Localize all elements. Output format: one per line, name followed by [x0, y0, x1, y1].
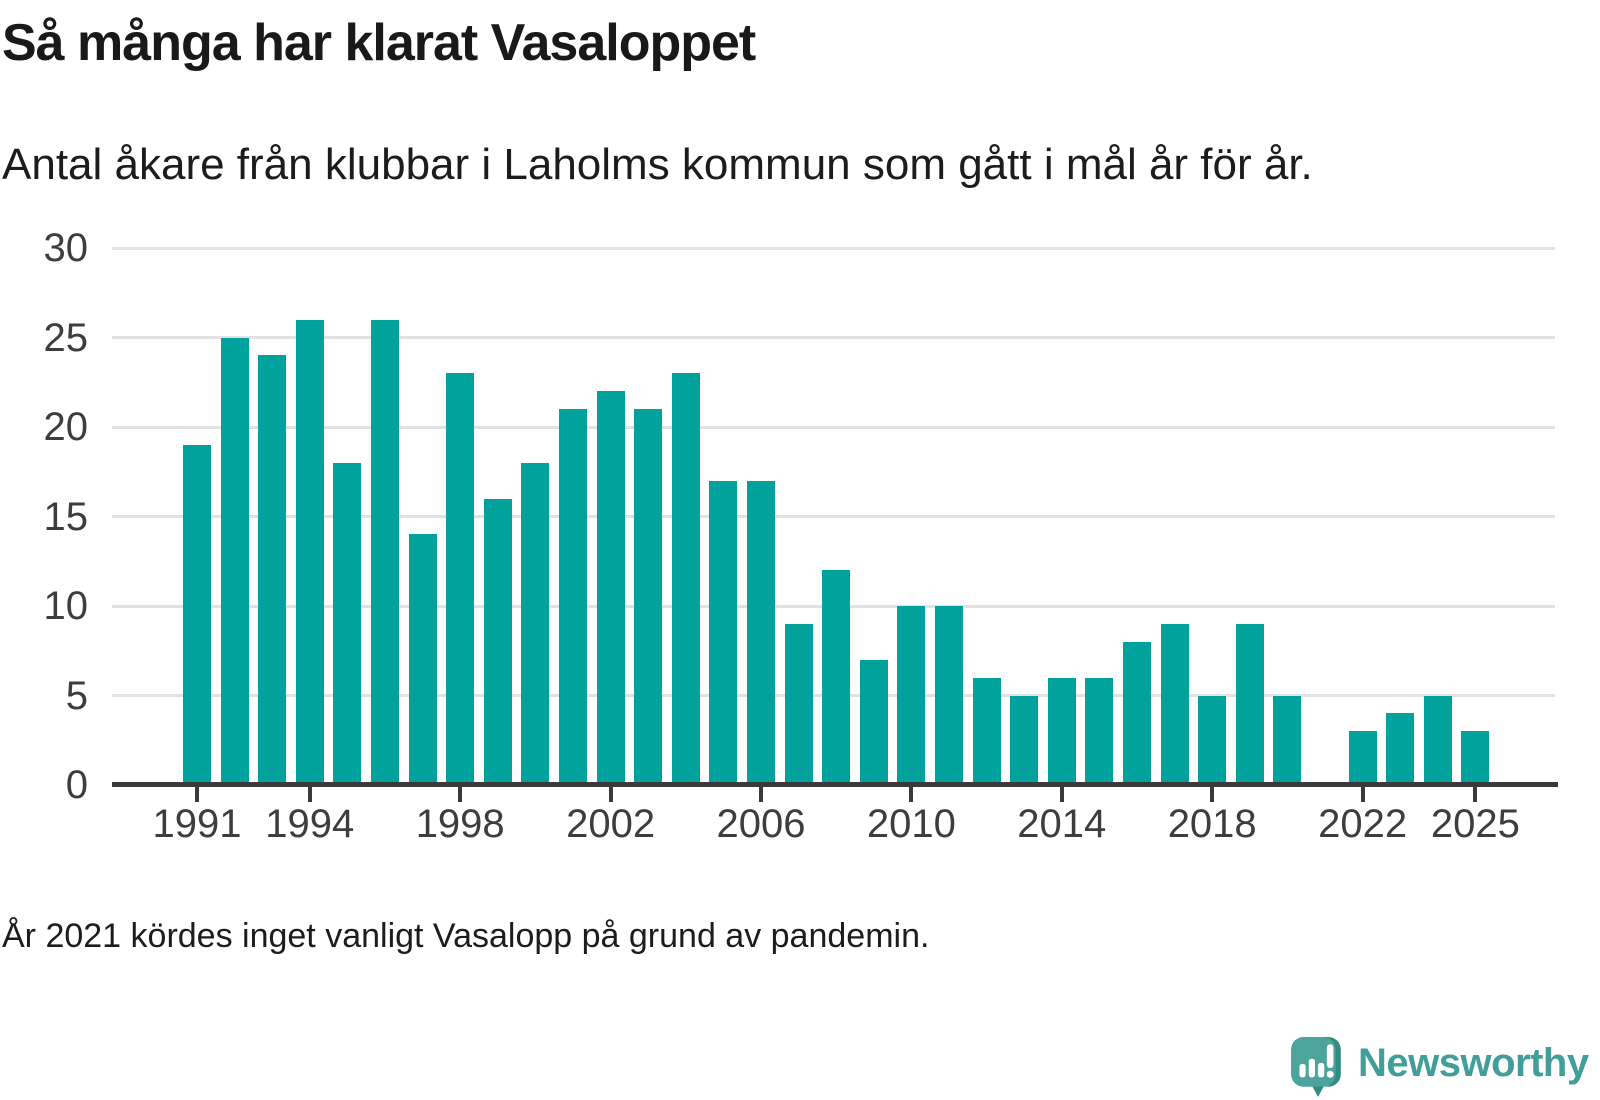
- bar: [1010, 696, 1038, 786]
- gridline: [112, 336, 1555, 339]
- x-tick-label: 2018: [1167, 802, 1257, 846]
- x-tick-label: 2002: [566, 802, 656, 846]
- bar: [484, 499, 512, 785]
- bar: [221, 338, 249, 786]
- page-title: Så många har klarat Vasaloppet: [2, 14, 756, 72]
- x-axis-line: [112, 782, 1558, 787]
- x-tick-mark: [1473, 787, 1477, 802]
- bar: [371, 320, 399, 785]
- bar: [1048, 678, 1076, 785]
- y-tick-label: 20: [43, 405, 88, 449]
- y-tick-label: 25: [43, 315, 88, 360]
- y-tick-label: 0: [65, 763, 88, 807]
- x-tick-mark: [909, 787, 913, 802]
- bar: [822, 570, 850, 785]
- brand: [1290, 1036, 1600, 1100]
- bar: [1236, 624, 1264, 785]
- bar: [1085, 678, 1113, 785]
- x-tick-mark: [1361, 787, 1365, 802]
- x-tick-mark: [609, 787, 613, 802]
- y-tick-label: 15: [43, 494, 88, 539]
- x-tick-mark: [759, 787, 763, 802]
- y-tick-label: 10: [43, 584, 88, 628]
- newsworthy-logo-icon: [1290, 1036, 1342, 1098]
- bar: [1461, 731, 1489, 785]
- bar: [296, 320, 324, 785]
- gridline: [112, 515, 1555, 518]
- x-tick-label: 2025: [1430, 802, 1520, 846]
- bar: [333, 463, 361, 785]
- x-tick-label: 2006: [716, 802, 806, 846]
- bar: [597, 391, 625, 785]
- x-tick-label: 2022: [1318, 802, 1408, 846]
- bar: [1424, 696, 1452, 786]
- footnote: År 2021 kördes inget vanligt Vasalopp på grund av pandemin.: [2, 917, 930, 955]
- page-subtitle: Antal åkare från klubbar i Laholms kommun som gått i mål år för år.: [2, 140, 1313, 189]
- y-tick-label: 30: [43, 226, 88, 270]
- bar: [258, 355, 286, 785]
- bar: [1386, 713, 1414, 785]
- bar: [1123, 642, 1151, 785]
- x-tick-label: 1991: [152, 802, 242, 846]
- bar: [521, 463, 549, 785]
- gridline: [112, 247, 1555, 250]
- x-tick-label: 1994: [265, 802, 355, 846]
- bar: [1273, 696, 1301, 786]
- bar: [860, 660, 888, 785]
- x-tick-mark: [195, 787, 199, 802]
- x-tick-label: 2014: [1017, 802, 1107, 846]
- bar: [1349, 731, 1377, 785]
- bar: [747, 481, 775, 785]
- bar: [973, 678, 1001, 785]
- bar: [409, 534, 437, 785]
- bar: [1198, 696, 1226, 786]
- x-tick-label: 2010: [866, 802, 956, 846]
- bar: [446, 373, 474, 785]
- brand-name: Newsworthy: [1358, 1041, 1589, 1085]
- y-tick-label: 5: [65, 673, 88, 718]
- x-tick-mark: [1210, 787, 1214, 802]
- bar: [1161, 624, 1189, 785]
- bar: [183, 445, 211, 785]
- bar: [634, 409, 662, 785]
- bar: [709, 481, 737, 785]
- bar: [559, 409, 587, 785]
- x-tick-mark: [1060, 787, 1064, 802]
- bar: [672, 373, 700, 785]
- gridline: [112, 426, 1555, 429]
- bar: [935, 606, 963, 785]
- x-tick-label: 1998: [415, 802, 505, 846]
- x-tick-mark: [308, 787, 312, 802]
- bar: [897, 606, 925, 785]
- x-tick-mark: [458, 787, 462, 802]
- bar: [785, 624, 813, 785]
